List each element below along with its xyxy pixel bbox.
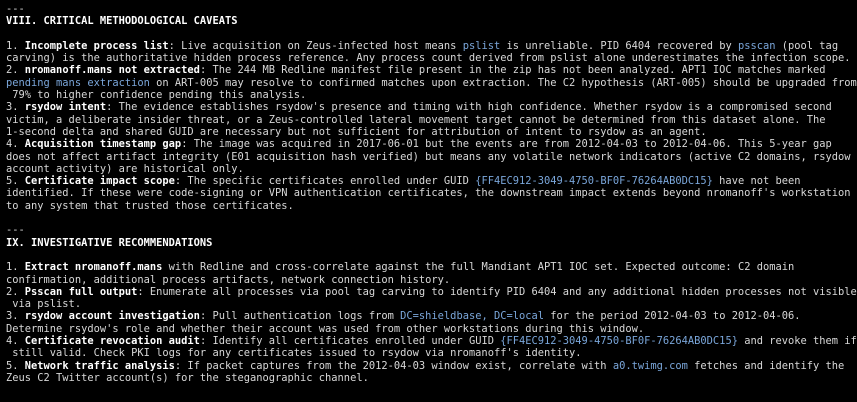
list-item	[6, 285, 857, 298]
item-text: : Enumerate all processes via pool tag carving to identify PID 6404 and any additional hidden processes not visible	[137, 285, 857, 298]
item-text: : The image was acquired in 2017-06-01 but the events are from 2012-04-03 to 2012-04-06. This 5-year gap	[181, 138, 832, 151]
item-title: Extract nromanoff.mans	[24, 261, 163, 274]
inline-code: pslist	[462, 39, 501, 52]
list-item	[6, 101, 832, 114]
item-continuation: via pslist.	[6, 298, 82, 311]
list-item	[6, 359, 845, 372]
item-text: have not been	[712, 175, 801, 188]
item-number: 2.	[6, 64, 19, 77]
item-title: Certificate revocation audit	[24, 335, 200, 348]
blank-line	[6, 249, 792, 261]
item-number: 2.	[6, 285, 19, 298]
item-number: 4.	[6, 138, 19, 151]
inline-code: {FF4EC912-3049-4750-BF0F-76264AB0DC15}	[475, 175, 713, 188]
item-title: Incomplete process list	[24, 39, 169, 52]
list-item	[6, 138, 832, 151]
list-item	[6, 64, 826, 77]
list-item	[6, 39, 839, 52]
item-continuation: confirmation, additional process artifacts, network connection history.	[6, 273, 451, 286]
inline-code: {FF4EC912-3049-4750-BF0F-76264AB0DC15}	[500, 335, 738, 348]
item-text: on ART-005 may resolve to confirmed matches upon extraction. The C2 hypothesis (ART-005) should be upgraded from	[149, 76, 857, 89]
item-continuation: still valid. Check PKI logs for any certificates issued to rsydow via nromanoff's identity.	[6, 347, 582, 360]
item-continuation: identified. If these were code-signing or VPN authentication certificates, the downstream impact extends beyond nromanoff's workstation	[6, 187, 851, 200]
item-text: : The 244 MB Redline manifest file present in the zip has not been analyzed. APT1 IOC matches marked	[199, 64, 826, 77]
blank-line	[6, 212, 792, 224]
item-title: Certificate impact scope	[24, 175, 175, 188]
item-number: 3.	[6, 101, 19, 114]
item-text: for the period 2012-04-03 to 2012-04-06.	[544, 310, 801, 323]
item-title: rsydow intent	[24, 101, 107, 114]
item-continuation: does not affect artifact integrity (E01 acquisition hash verified) but means any volatile network indicators (active C2 domains, rsydow	[6, 150, 851, 163]
item-continuation: Determine rsydow's role and whether their account was used from other workstations during this window.	[6, 322, 645, 335]
item-text: : The specific certificates enrolled under GUID	[174, 175, 476, 188]
inline-code: pending mans extraction	[6, 76, 150, 89]
inline-code: a0.twimg.com	[612, 359, 688, 372]
item-continuation: to any system that trusted those certificates.	[6, 199, 294, 212]
item-title: rsydow account investigation	[24, 310, 200, 323]
section-separator: ---	[6, 224, 25, 237]
item-continuation	[6, 76, 857, 89]
inline-code: psscan	[737, 39, 776, 52]
item-continuation: carving) is the authoritative hidden process reference. Any process count derived from pslist alone underestimates the infection scope.	[6, 52, 851, 65]
item-text: : The evidence establishes rsydow's presence and timing with high confidence. Whether rsydow is a compromised second	[106, 101, 832, 114]
list-item	[6, 335, 857, 348]
section-heading-caveats: VIII. CRITICAL METHODOLOGICAL CAVEATS	[6, 15, 238, 28]
item-title: Acquisition timestamp gap	[24, 138, 182, 151]
item-continuation: account activity) are historical only.	[6, 162, 244, 175]
section-heading-recommendations: IX. INVESTIGATIVE RECOMMENDATIONS	[6, 236, 213, 249]
item-text: (pool tag	[775, 39, 839, 52]
item-text: : Live acquisition on Zeus-infected host means	[168, 39, 463, 52]
item-text: : Pull authentication logs from	[199, 310, 401, 323]
list-item	[6, 175, 801, 188]
item-number: 4.	[6, 335, 19, 348]
item-text: with Redline and cross-correlate against the full Mandiant APT1 IOC set. Expected outcome: C2 domain	[162, 261, 795, 274]
item-number: 1.	[6, 39, 19, 52]
item-title: nromanoff.mans not extracted	[24, 64, 200, 77]
inline-code: DC=shieldbase, DC=local	[400, 310, 545, 323]
item-text: fetches and identify the	[687, 359, 845, 372]
item-text: and revoke them if	[737, 335, 857, 348]
item-text: : Identify all certificates enrolled under GUID	[199, 335, 501, 348]
item-text: is unreliable. PID 6404 recovered by	[500, 39, 738, 52]
item-number: 3.	[6, 310, 19, 323]
item-continuation: 79% to higher confidence pending this analysis.	[6, 89, 307, 102]
item-number: 5.	[6, 359, 19, 372]
section-separator: ---	[6, 3, 25, 15]
item-number: 1.	[6, 261, 19, 274]
item-title: Psscan full output	[24, 285, 138, 298]
item-text: : If packet captures from the 2012-04-03 window exist, correlate with	[174, 359, 613, 372]
item-continuation: Zeus C2 Twitter account(s) for the steganographic channel.	[6, 371, 369, 384]
item-number: 5.	[6, 175, 19, 188]
item-continuation: victim, a deliberate insider threat, or a Zeus-controlled lateral movement target cannot be determined from this dataset alone. The	[6, 113, 826, 126]
list-item	[6, 310, 801, 323]
item-continuation: 1-second delta and shared GUID are necessary but not sufficient for attribution of intent to rsydow as an agent.	[6, 125, 707, 138]
blank-line	[6, 28, 792, 40]
list-item	[6, 261, 795, 274]
item-title: Network traffic analysis	[24, 359, 175, 372]
